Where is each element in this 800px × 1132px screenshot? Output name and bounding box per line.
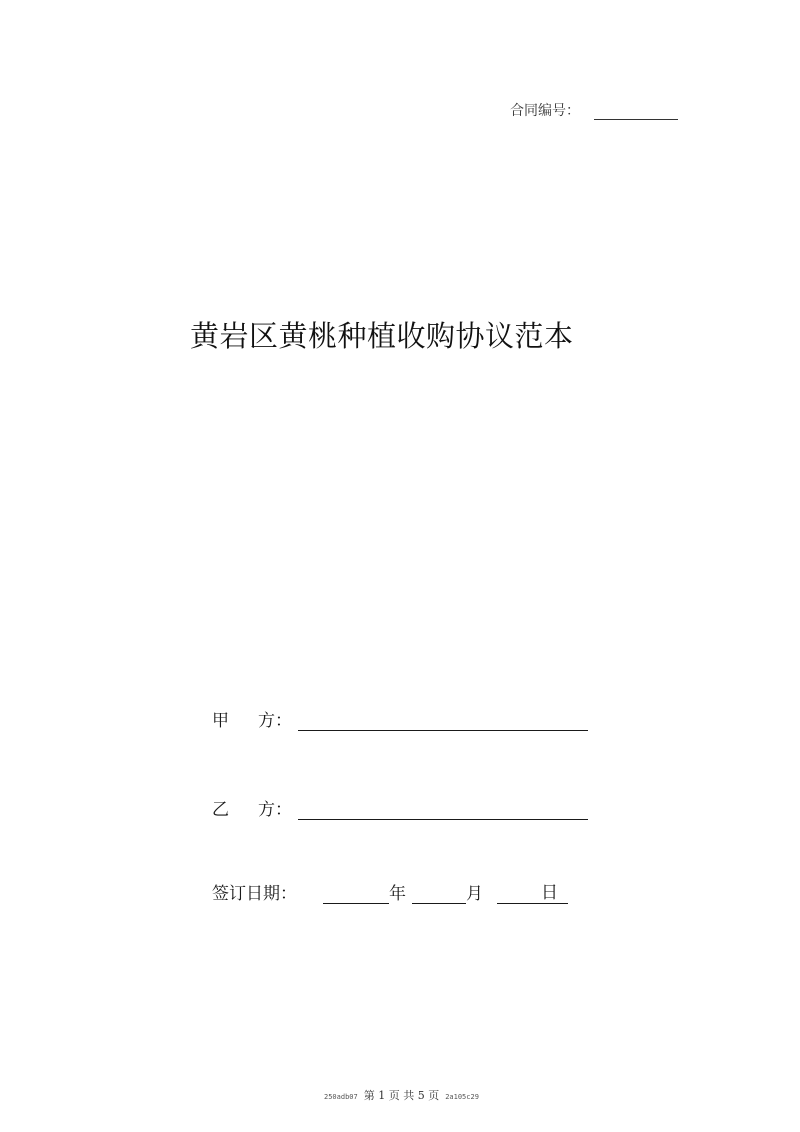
party-b-label: 乙 方： — [212, 800, 292, 820]
footer-left-code: 250adb07 — [324, 1093, 358, 1101]
sign-date-label: 签订日期： — [212, 884, 297, 904]
year-blank — [323, 885, 389, 904]
party-b-line — [212, 795, 588, 820]
page-number: 第 1 页 共 5 页 — [363, 1089, 440, 1102]
sign-date-line — [212, 878, 568, 904]
party-a-blank — [298, 712, 588, 731]
party-b-blank — [298, 801, 588, 820]
page-footer — [324, 1087, 479, 1103]
month-blank — [412, 885, 466, 904]
day-blank — [497, 885, 541, 904]
month-unit: 月 — [466, 884, 483, 904]
document-title: 黄岩区黄桃种植收购协议范本 — [190, 319, 574, 353]
contract-number — [510, 100, 678, 120]
footer-right-code: 2a105c29 — [445, 1093, 479, 1101]
contract-number-label: 合同编号： — [510, 103, 580, 119]
party-a-line — [212, 706, 588, 731]
day-unit: 日 — [541, 878, 568, 904]
year-unit: 年 — [389, 884, 406, 904]
contract-number-blank — [594, 105, 678, 120]
party-a-label: 甲 方： — [212, 711, 292, 731]
